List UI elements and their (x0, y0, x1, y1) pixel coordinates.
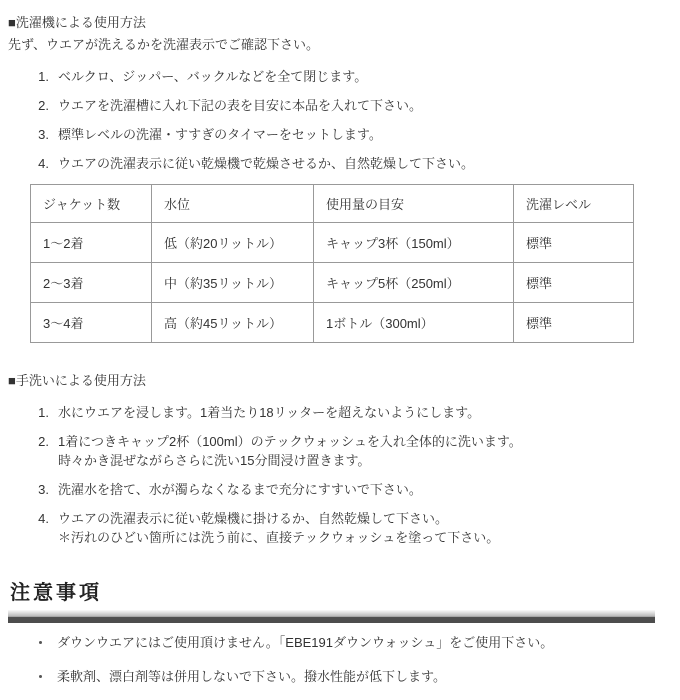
list-item (8, 511, 655, 545)
list-item (8, 669, 655, 684)
machine-wash-section (8, 15, 655, 343)
step-number: 1. (38, 405, 49, 420)
step-number: 3. (38, 127, 49, 142)
note-text: ダウンウエアにはご使用頂けません。「EBE191ダウンウォッシュ」をご使用下さい。 (57, 635, 554, 650)
step-text: 標準レベルの洗濯・すすぎのタイマーをセットします。 (58, 127, 382, 142)
table-header-cell: ジャケット数 (31, 185, 152, 223)
step-text-line: ウエアの洗濯表示に従い乾燥機に掛けるか、自然乾燥して下さい。 (58, 511, 449, 526)
hand-wash-heading: ■手洗いによる使用方法 (8, 373, 146, 388)
table-cell: 高（約45リットル） (152, 303, 314, 343)
table-cell: 中（約35リットル） (152, 263, 314, 303)
step-text: 水にウエアを浸します。1着当たり18リッターを超えないようにします。 (58, 405, 481, 420)
notes-section (8, 582, 655, 684)
list-item (8, 156, 655, 171)
section-divider (8, 610, 655, 623)
table-row (31, 263, 634, 303)
table-cell: キャップ5杯（250ml） (314, 263, 514, 303)
dosage-table (30, 184, 634, 343)
step-text: ベルクロ、ジッパー、バックルなどを全て閉じます。 (58, 69, 368, 84)
step-text-line: ＊汚れのひどい箇所には洗う前に、直接テックウォッシュを塗って下さい。 (58, 530, 500, 545)
machine-wash-heading: ■洗濯機による使用方法 (8, 15, 146, 30)
table-cell: キャップ3杯（150ml） (314, 223, 514, 263)
machine-wash-intro: 先ず、ウエアが洗えるかを洗濯表示でご確認下さい。 (8, 37, 319, 52)
list-item (8, 69, 655, 84)
table-header-cell: 水位 (152, 185, 314, 223)
step-text (58, 511, 499, 545)
list-item (8, 98, 655, 113)
step-number: 1. (38, 69, 49, 84)
table-header-row (31, 185, 634, 223)
step-number: 4. (38, 156, 49, 171)
table-header-cell: 洗濯レベル (514, 185, 634, 223)
bullet-icon (39, 641, 42, 644)
hand-wash-section (8, 373, 655, 545)
step-number: 2. (38, 434, 49, 449)
table-cell: 1〜2着 (31, 223, 152, 263)
table-cell: 標準 (514, 263, 634, 303)
list-item (8, 482, 655, 497)
notes-heading: 注意事項 (10, 582, 102, 604)
table-cell: 低（約20リットル） (152, 223, 314, 263)
table-cell: 標準 (514, 223, 634, 263)
step-text: ウエアを洗濯槽に入れ下記の表を目安に本品を入れて下さい。 (58, 98, 423, 113)
machine-wash-steps (8, 69, 655, 171)
step-text-line: 1着につきキャップ2杯（100ml）のテックウォッシュを入れ全体的に洗います。 (58, 434, 522, 449)
table-cell: 標準 (514, 303, 634, 343)
table-cell: 1ボトル（300ml） (314, 303, 514, 343)
list-item (8, 127, 655, 142)
step-text: ウエアの洗濯表示に従い乾燥機で乾燥させるか、自然乾燥して下さい。 (58, 156, 475, 171)
list-item (8, 635, 655, 650)
table-cell: 3〜4着 (31, 303, 152, 343)
step-number: 2. (38, 98, 49, 113)
table-row (31, 303, 634, 343)
step-number: 3. (38, 482, 49, 497)
hand-wash-steps (8, 405, 655, 545)
step-number: 4. (38, 511, 49, 526)
table-cell: 2〜3着 (31, 263, 152, 303)
bullet-icon (39, 675, 42, 678)
step-text-line: 時々かき混ぜながらさらに洗い15分間浸け置きます。 (58, 453, 371, 468)
table-row (31, 223, 634, 263)
note-text: 柔軟剤、漂白剤等は併用しないで下さい。撥水性能が低下します。 (57, 669, 446, 684)
step-text: 洗濯水を捨て、水が濁らなくなるまで充分にすすいで下さい。 (58, 482, 422, 497)
table-header-cell: 使用量の目安 (314, 185, 514, 223)
list-item (8, 434, 655, 468)
step-text (58, 434, 522, 468)
list-item (8, 405, 655, 420)
